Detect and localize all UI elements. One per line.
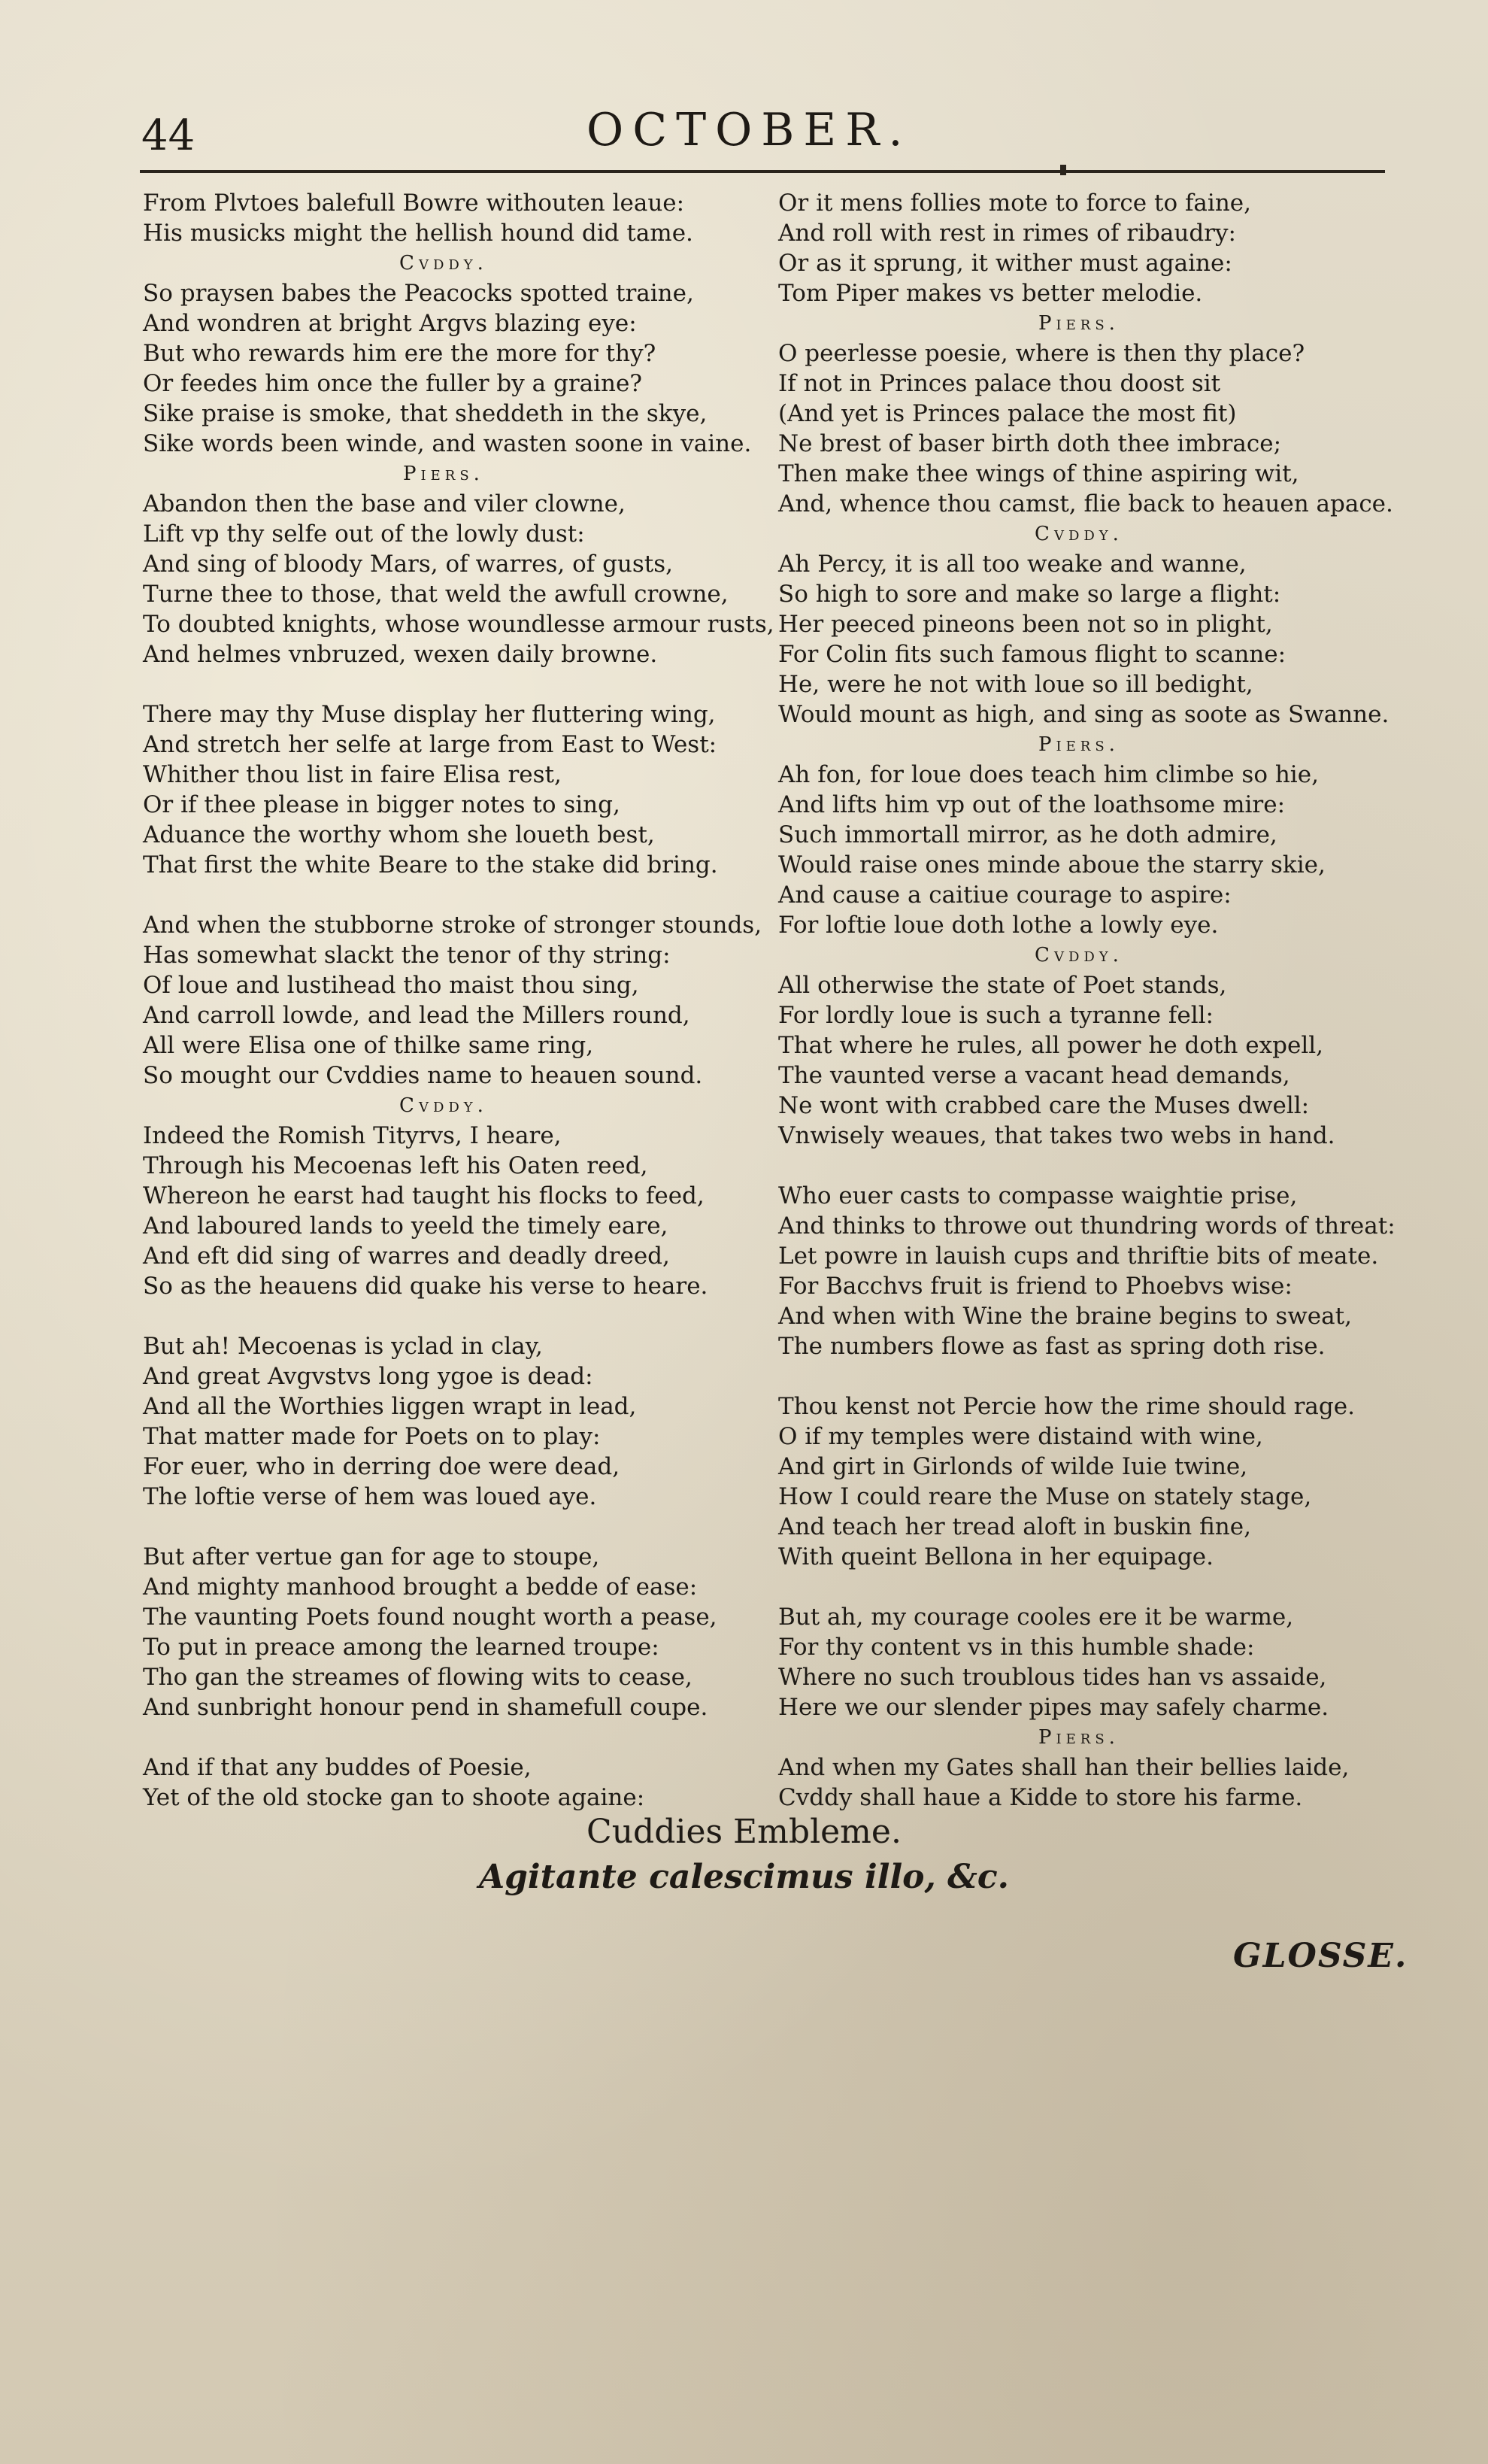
- verse-line: The vaunting Poets found nought worth a pease,: [143, 1604, 717, 1631]
- verse-line: But after vertue gan for age to stoupe,: [143, 1543, 600, 1570]
- verse-line: Has somewhat slackt the tenor of thy string:: [143, 942, 671, 969]
- stanza-break: [778, 1572, 1380, 1602]
- verse-line: He, were he not with loue so ill bedight,: [778, 671, 1253, 698]
- verse-line: Turne thee to those, that weld the awfull crowne,: [143, 581, 729, 608]
- verse-line: For loftie loue doth lothe a lowly eye.: [778, 912, 1219, 939]
- verse-line: For thy content vs in this humble shade:: [778, 1634, 1255, 1661]
- verse-line: And lifts him vp out of the loathsome mire:: [778, 791, 1286, 818]
- verse-line: O peerlesse poesie, where is then thy place?: [778, 340, 1305, 367]
- verse-line: To doubted knights, whose woundlesse armour rusts,: [143, 611, 774, 638]
- verse-line: So as the heauens did quake his verse to heare.: [143, 1273, 708, 1300]
- verse-line: But who rewards him ere the more for thy?: [143, 340, 656, 367]
- verse-line: And eft did sing of warres and deadly dreed,: [143, 1243, 670, 1270]
- verse-line: Here we our slender pipes may safely charme.: [778, 1694, 1329, 1721]
- verse-line: And sing of bloody Mars, of warres, of gusts,: [143, 551, 674, 578]
- verse-line: Who euer casts to compasse waightie prise,: [778, 1182, 1298, 1209]
- verse-line: O if my temples were distaind with wine,: [778, 1423, 1263, 1450]
- stanza-break: [778, 1361, 1380, 1391]
- verse-line: Sike praise is smoke, that sheddeth in the skye,: [143, 400, 708, 427]
- verse-line: For lordly loue is such a tyranne fell:: [778, 1002, 1214, 1029]
- verse-line: Ne wont with crabbed care the Muses dwell:: [778, 1092, 1310, 1119]
- verse-line: Or it mens follies mote to force to faine,: [778, 190, 1251, 217]
- verse-line: But ah, my courage cooles ere it be warme,: [778, 1604, 1294, 1631]
- right-verse-column: [778, 188, 1396, 1813]
- speaker-heading: Piers.: [1038, 312, 1120, 335]
- verse-line: And if that any buddes of Poesie,: [143, 1754, 532, 1781]
- stanza-break: [143, 880, 744, 910]
- verse-line: And cause a caitiue courage to aspire:: [778, 882, 1232, 909]
- verse-line: For euer, who in derring doe were dead,: [143, 1453, 620, 1480]
- verse-line: Through his Mecoenas left his Oaten reed,: [143, 1152, 648, 1179]
- verse-line: The numbers flowe as fast as spring doth rise.: [778, 1333, 1326, 1360]
- speaker-heading: Piers.: [403, 463, 484, 485]
- verse-line: For Colin fits such famous flight to scanne:: [778, 641, 1286, 668]
- verse-line: And great Avgvstvs long ygoe is dead:: [143, 1363, 593, 1390]
- verse-line: His musicks might the hellish hound did tame.: [143, 220, 693, 247]
- stanza-break: [143, 1512, 744, 1542]
- verse-line: Where no such troublous tides han vs assaide,: [778, 1664, 1327, 1691]
- speaker-heading: Piers.: [1038, 733, 1120, 756]
- verse-line: Cvddy shall haue a Kidde to store his farme.: [778, 1784, 1303, 1811]
- header-rule: [140, 170, 1385, 173]
- verse-line: From Plvtoes balefull Bowre withouten leaue:: [143, 190, 685, 217]
- verse-line: That where he rules, all power he doth expell,: [778, 1032, 1324, 1059]
- verse-line: But ah! Mecoenas is yclad in clay,: [143, 1333, 543, 1360]
- verse-line: And sunbright honour pend in shamefull coupe.: [143, 1694, 708, 1721]
- verse-line: All were Elisa one of thilke same ring,: [143, 1032, 594, 1059]
- verse-line: The vaunted verse a vacant head demands,: [778, 1062, 1290, 1089]
- verse-line: Let powre in lauish cups and thriftie bits of meate.: [778, 1243, 1379, 1270]
- verse-line: All otherwise the state of Poet stands,: [778, 972, 1227, 999]
- verse-line: And carroll lowde, and lead the Millers round,: [143, 1002, 690, 1029]
- verse-line: The loftie verse of hem was loued aye.: [143, 1483, 597, 1510]
- emblem-motto: Agitante calescimus illo, &c.: [479, 1858, 1009, 1896]
- verse-line: That matter made for Poets on to play:: [143, 1423, 601, 1450]
- verse-line: How I could reare the Muse on stately stage,: [778, 1483, 1312, 1510]
- verse-line: And when with Wine the braine begins to sweat,: [778, 1303, 1352, 1330]
- verse-line: And, whence thou camst, flie back to heauen apace.: [778, 490, 1393, 517]
- verse-line: And stretch her selfe at large from East to West:: [143, 731, 717, 758]
- verse-line: Then make thee wings of thine aspiring wit,: [778, 460, 1299, 487]
- emblem-title: Cuddies Embleme.: [586, 1813, 902, 1851]
- verse-line: With queint Bellona in her equipage.: [778, 1543, 1214, 1570]
- verse-line: Would mount as high, and sing as soote as Swanne.: [778, 701, 1390, 728]
- verse-line: So high to sore and make so large a flight:: [778, 581, 1281, 608]
- verse-line: (And yet is Princes palace the most fit): [778, 400, 1237, 427]
- speaker-heading: Piers.: [1038, 1726, 1120, 1749]
- verse-line: Her peeced pineons been not so in plight,: [778, 611, 1273, 638]
- verse-line: And mighty manhood brought a bedde of ease:: [143, 1573, 698, 1601]
- verse-line: For Bacchvs fruit is friend to Phoebvs wise:: [778, 1273, 1293, 1300]
- stanza-break: [143, 669, 744, 699]
- verse-line: And girt in Girlonds of wilde Iuie twine,: [778, 1453, 1248, 1480]
- verse-line: Or as it sprung, it wither must againe:: [778, 250, 1232, 277]
- verse-line: Ne brest of baser birth doth thee imbrace;: [778, 430, 1282, 457]
- catchword: GLOSSE.: [1233, 1937, 1408, 1975]
- left-verse-column: [143, 188, 774, 1813]
- stanza-break: [143, 1722, 744, 1752]
- verse-line: And laboured lands to yeeld the timely eare,: [143, 1212, 668, 1240]
- verse-line: And helmes vnbruzed, wexen daily browne.: [143, 641, 658, 668]
- verse-line: Thou kenst not Percie how the rime should rage.: [778, 1393, 1355, 1420]
- verse-line: To put in preace among the learned troupe:: [143, 1634, 659, 1661]
- verse-line: Vnwisely weaues, that takes two webs in hand.: [778, 1122, 1335, 1149]
- verse-line: Such immortall mirror, as he doth admire,: [778, 821, 1277, 848]
- verse-line: Tho gan the streames of flowing wits to cease,: [143, 1664, 692, 1691]
- verse-line: And thinks to throwe out thundring words of threat:: [778, 1212, 1396, 1240]
- speaker-heading: Cvddy.: [1035, 944, 1123, 966]
- verse-line: Indeed the Romish Tityrvs, I heare,: [143, 1122, 562, 1149]
- speaker-heading: Cvddy.: [399, 252, 488, 275]
- verse-line: That first the white Beare to the stake did bring.: [143, 851, 718, 878]
- verse-line: And roll with rest in rimes of ribaudry:: [778, 220, 1236, 247]
- verse-line: Lift vp thy selfe out of the lowly dust:: [143, 520, 585, 548]
- verse-line: Aduance the worthy whom she loueth best,: [143, 821, 655, 848]
- verse-line: Sike words been winde, and wasten soone in vaine.: [143, 430, 752, 457]
- verse-line: So praysen babes the Peacocks spotted traine,: [143, 280, 694, 307]
- verse-line: Ah fon, for loue does teach him climbe so hie,: [778, 761, 1319, 788]
- verse-line: And wondren at bright Argvs blazing eye:: [143, 310, 637, 337]
- speaker-heading: Cvddy.: [1035, 523, 1123, 545]
- verse-line: Whither thou list in faire Elisa rest,: [143, 761, 562, 788]
- verse-line: And teach her tread aloft in buskin fine,: [778, 1513, 1251, 1540]
- verse-line: Of loue and lustihead tho maist thou sing,: [143, 972, 639, 999]
- verse-line: Yet of the old stocke gan to shoote againe:: [143, 1784, 645, 1811]
- verse-line: And when the stubborne stroke of stronger stounds,: [143, 912, 762, 939]
- running-head: OCTOBER.: [586, 104, 912, 156]
- verse-line: Or feedes him once the fuller by a graine?: [143, 370, 642, 397]
- verse-line: Would raise ones minde aboue the starry skie,: [778, 851, 1326, 878]
- stanza-break: [778, 1151, 1380, 1181]
- verse-line: Tom Piper makes vs better melodie.: [778, 280, 1203, 307]
- stanza-break: [143, 1301, 744, 1331]
- verse-line: Abandon then the base and viler clowne,: [143, 490, 626, 517]
- verse-line: Or if thee please in bigger notes to sing,: [143, 791, 620, 818]
- header-rule-mark: [1060, 165, 1066, 175]
- verse-line: And when my Gates shall han their bellies laide,: [778, 1754, 1350, 1781]
- verse-line: And all the Worthies liggen wrapt in lead,: [143, 1393, 637, 1420]
- verse-line: So mought our Cvddies name to heauen sound.: [143, 1062, 703, 1089]
- page-number: 44: [141, 111, 195, 160]
- verse-line: There may thy Muse display her fluttering wing,: [143, 701, 716, 728]
- verse-line: Ah Percy, it is all too weake and wanne,: [778, 551, 1247, 578]
- verse-line: Whereon he earst had taught his flocks to feed,: [143, 1182, 705, 1209]
- verse-line: If not in Princes palace thou doost sit: [778, 370, 1221, 397]
- speaker-heading: Cvddy.: [399, 1094, 488, 1117]
